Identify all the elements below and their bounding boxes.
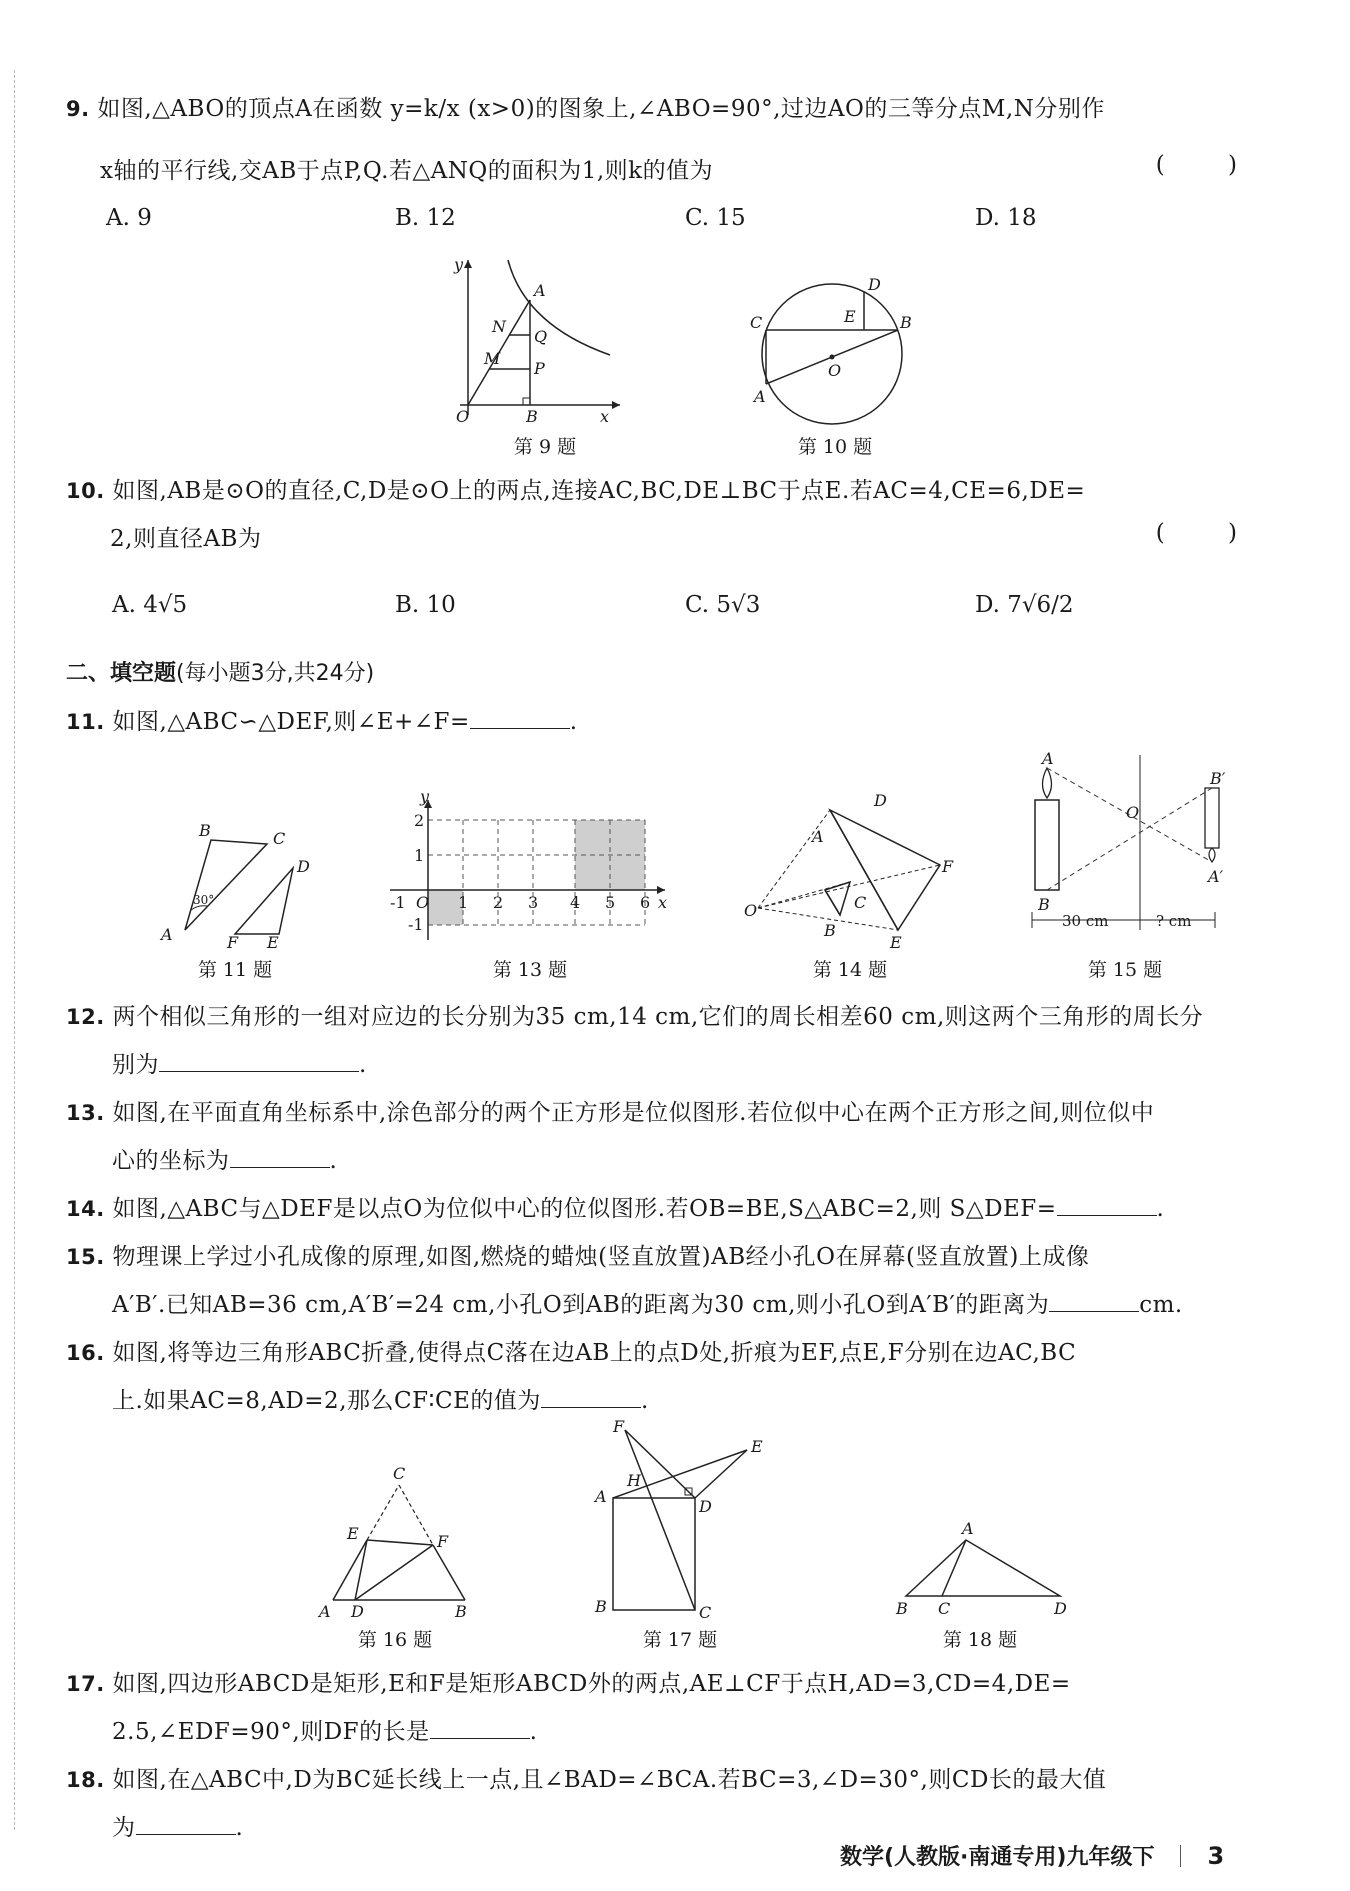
svg-text:A: A bbox=[1042, 750, 1054, 768]
q11-line1: 11. 如图,△ABC∽△DEF,则∠E+∠F= . bbox=[66, 709, 578, 735]
svg-text:D: D bbox=[297, 857, 310, 876]
svg-text:B: B bbox=[900, 313, 912, 332]
svg-text:Q: Q bbox=[534, 327, 548, 346]
svg-text:A′: A′ bbox=[1208, 867, 1224, 886]
q12-blank bbox=[159, 1053, 359, 1072]
q10-option-a: A. 4√5 bbox=[112, 592, 188, 618]
q9-line1: 9. 如图,△ABO的顶点A在函数 y=k/x (x>0)的图象上,∠ABO=90°,过边AO的三等分点M,N分别作 bbox=[66, 96, 1105, 122]
svg-text:5: 5 bbox=[605, 893, 616, 912]
svg-text:-1: -1 bbox=[408, 915, 424, 934]
svg-text:M: M bbox=[484, 349, 501, 368]
svg-text:4: 4 bbox=[570, 893, 581, 912]
svg-text:H: H bbox=[627, 1471, 641, 1490]
svg-text:C: C bbox=[699, 1603, 712, 1620]
q15-blank bbox=[1049, 1293, 1139, 1312]
svg-text:D: D bbox=[1054, 1599, 1067, 1618]
svg-text:6: 6 bbox=[640, 893, 651, 912]
fig15-left-distance: 30 cm bbox=[1062, 912, 1109, 930]
svg-text:F: F bbox=[437, 1532, 449, 1551]
svg-text:O: O bbox=[456, 407, 470, 426]
svg-text:E: E bbox=[751, 1437, 763, 1456]
figure-15 bbox=[1020, 750, 1250, 950]
figure-11 bbox=[155, 810, 315, 950]
svg-text:N: N bbox=[492, 317, 506, 336]
svg-text:2: 2 bbox=[414, 811, 425, 830]
svg-text:D: D bbox=[351, 1602, 364, 1621]
figure-9 bbox=[450, 250, 630, 430]
svg-text:A: A bbox=[319, 1602, 331, 1621]
q17-blank bbox=[430, 1720, 530, 1739]
figure-17 bbox=[585, 1420, 785, 1620]
svg-text:B: B bbox=[526, 407, 538, 426]
svg-text:P: P bbox=[534, 359, 545, 378]
svg-text:E: E bbox=[844, 307, 856, 326]
figure-10 bbox=[740, 262, 920, 432]
q10-option-c: C. 5√3 bbox=[685, 592, 761, 618]
svg-text:B: B bbox=[896, 1599, 908, 1618]
section-2-heading: 二、填空题(每小题3分,共24分) bbox=[66, 661, 375, 686]
svg-text:B: B bbox=[199, 821, 211, 840]
fig15-right-distance: ? cm bbox=[1156, 912, 1192, 930]
q14-blank bbox=[1057, 1197, 1157, 1216]
q16-blank bbox=[541, 1389, 641, 1408]
footer-separator bbox=[1180, 1845, 1181, 1867]
footer-book-title: 数学(人教版·南通专用)九年级下 bbox=[840, 1845, 1155, 1870]
figure-16 bbox=[315, 1455, 485, 1625]
caption-figure-9: 第 9 题 bbox=[513, 436, 577, 458]
svg-text:O: O bbox=[828, 361, 842, 380]
q17-line2: 2.5,∠EDF=90°,则DF的长是 . bbox=[112, 1719, 538, 1745]
svg-text:E: E bbox=[347, 1524, 359, 1543]
figure-14 bbox=[740, 780, 960, 950]
svg-text:O: O bbox=[1126, 803, 1140, 822]
svg-text:E: E bbox=[890, 933, 902, 950]
svg-text:D: D bbox=[874, 791, 887, 810]
svg-text:A: A bbox=[754, 387, 766, 406]
q15-line1: 15. 物理课上学过小孔成像的原理,如图,燃烧的蜡烛(竖直放置)AB经小孔O在屏幕(竖直放置)上成像 bbox=[66, 1244, 1090, 1270]
svg-text:A: A bbox=[962, 1519, 974, 1538]
figure-18 bbox=[890, 1510, 1090, 1620]
svg-text:C: C bbox=[750, 313, 763, 332]
svg-text:-1: -1 bbox=[390, 893, 406, 912]
q9-option-d: D. 18 bbox=[975, 205, 1037, 231]
svg-text:y: y bbox=[420, 790, 430, 806]
svg-text:C: C bbox=[273, 829, 286, 848]
svg-text:A: A bbox=[161, 925, 173, 944]
caption-figure-14: 第 14 题 bbox=[812, 959, 888, 981]
caption-figure-17: 第 17 题 bbox=[642, 1629, 718, 1651]
q17-line1: 17. 如图,四边形ABCD是矩形,E和F是矩形ABCD外的两点,AE⊥CF于点H,AD=3,CD=4,DE= bbox=[66, 1671, 1071, 1697]
q11-blank bbox=[470, 710, 570, 729]
q16-line2: 上.如果AC=8,AD=2,那么CF∶CE的值为 . bbox=[112, 1388, 649, 1414]
svg-text:F: F bbox=[942, 857, 954, 876]
q18-line2: 为 . bbox=[112, 1815, 244, 1841]
q18-blank bbox=[136, 1816, 236, 1835]
q10-answer-paren: ( ) bbox=[1155, 520, 1265, 546]
q12-line2: 别为 . bbox=[112, 1052, 367, 1078]
q13-blank bbox=[230, 1149, 330, 1168]
svg-text:30°: 30° bbox=[193, 893, 215, 907]
page-footer bbox=[840, 1840, 1224, 1871]
svg-text:B: B bbox=[455, 1602, 467, 1621]
q10-option-b: B. 10 bbox=[395, 592, 456, 618]
q16-line1: 16. 如图,将等边三角形ABC折叠,使得点C落在边AB上的点D处,折痕为EF,点E,F分别在边AC,BC bbox=[66, 1340, 1077, 1366]
q10-line1: 10. 如图,AB是⊙O的直径,C,D是⊙O上的两点,连接AC,BC,DE⊥BC于点E.若AC=4,CE=6,DE= bbox=[66, 478, 1086, 504]
svg-text:D: D bbox=[699, 1497, 712, 1516]
svg-text:y: y bbox=[454, 255, 464, 274]
q9-option-b: B. 12 bbox=[395, 205, 456, 231]
q13-line1: 13. 如图,在平面直角坐标系中,涂色部分的两个正方形是位似图形.若位似中心在两个正方形之间,则位似中 bbox=[66, 1100, 1155, 1126]
q14-line1: 14. 如图,△ABC与△DEF是以点O为位似中心的位似图形.若OB=BE,S△ABC=2,则 S△DEF= . bbox=[66, 1196, 1165, 1222]
svg-text:C: C bbox=[938, 1599, 951, 1618]
q15-line2: A′B′.已知AB=36 cm,A′B′=24 cm,小孔O到AB的距离为30 cm,则小孔O到A′B′的距离为 cm. bbox=[112, 1292, 1183, 1318]
caption-figure-11: 第 11 题 bbox=[197, 959, 273, 981]
q18-line1: 18. 如图,在△ABC中,D为BC延长线上一点,且∠BAD=∠BCA.若BC=3,∠D=30°,则CD长的最大值 bbox=[66, 1767, 1107, 1793]
svg-text:1: 1 bbox=[458, 893, 469, 912]
svg-text:x: x bbox=[600, 407, 610, 426]
svg-text:2: 2 bbox=[493, 893, 504, 912]
q9-line2: x轴的平行线,交AB于点P,Q.若△ANQ的面积为1,则k的值为 bbox=[100, 158, 714, 184]
svg-text:A: A bbox=[534, 281, 546, 300]
q9-option-a: A. 9 bbox=[106, 205, 152, 231]
caption-figure-13: 第 13 题 bbox=[492, 959, 568, 981]
svg-text:D: D bbox=[868, 275, 881, 294]
figure-13 bbox=[380, 790, 680, 950]
svg-text:B′: B′ bbox=[1210, 769, 1226, 788]
q10-option-d: D. 7√6/2 bbox=[975, 592, 1074, 618]
q13-line2: 心的坐标为 . bbox=[112, 1148, 338, 1174]
svg-text:x: x bbox=[658, 893, 668, 912]
caption-figure-10: 第 10 题 bbox=[797, 436, 873, 458]
binding-margin-line bbox=[14, 70, 15, 1830]
svg-text:F: F bbox=[613, 1420, 625, 1436]
svg-text:C: C bbox=[854, 893, 867, 912]
svg-text:B: B bbox=[1038, 895, 1050, 914]
svg-text:A: A bbox=[595, 1487, 607, 1506]
q9-option-c: C. 15 bbox=[685, 205, 746, 231]
page-number: 3 bbox=[1207, 1842, 1225, 1870]
q10-line2: 2,则直径AB为 bbox=[110, 526, 262, 552]
svg-text:3: 3 bbox=[528, 893, 539, 912]
caption-figure-16: 第 16 题 bbox=[357, 1629, 433, 1651]
svg-text:1: 1 bbox=[414, 846, 425, 865]
svg-text:B: B bbox=[595, 1597, 607, 1616]
svg-text:C: C bbox=[393, 1464, 406, 1483]
q12-line1: 12. 两个相似三角形的一组对应边的长分别为35 cm,14 cm,它们的周长相差60 cm,则这两个三角形的周长分 bbox=[66, 1004, 1204, 1030]
svg-text:O: O bbox=[416, 893, 430, 912]
svg-text:B: B bbox=[824, 921, 836, 940]
caption-figure-18: 第 18 题 bbox=[942, 1629, 1018, 1651]
caption-figure-15: 第 15 题 bbox=[1087, 959, 1163, 981]
q9-answer-paren: ( ) bbox=[1155, 152, 1265, 178]
svg-text:O: O bbox=[744, 901, 758, 920]
svg-text:F: F bbox=[227, 933, 239, 950]
svg-text:A: A bbox=[812, 827, 824, 846]
svg-text:E: E bbox=[267, 933, 279, 950]
